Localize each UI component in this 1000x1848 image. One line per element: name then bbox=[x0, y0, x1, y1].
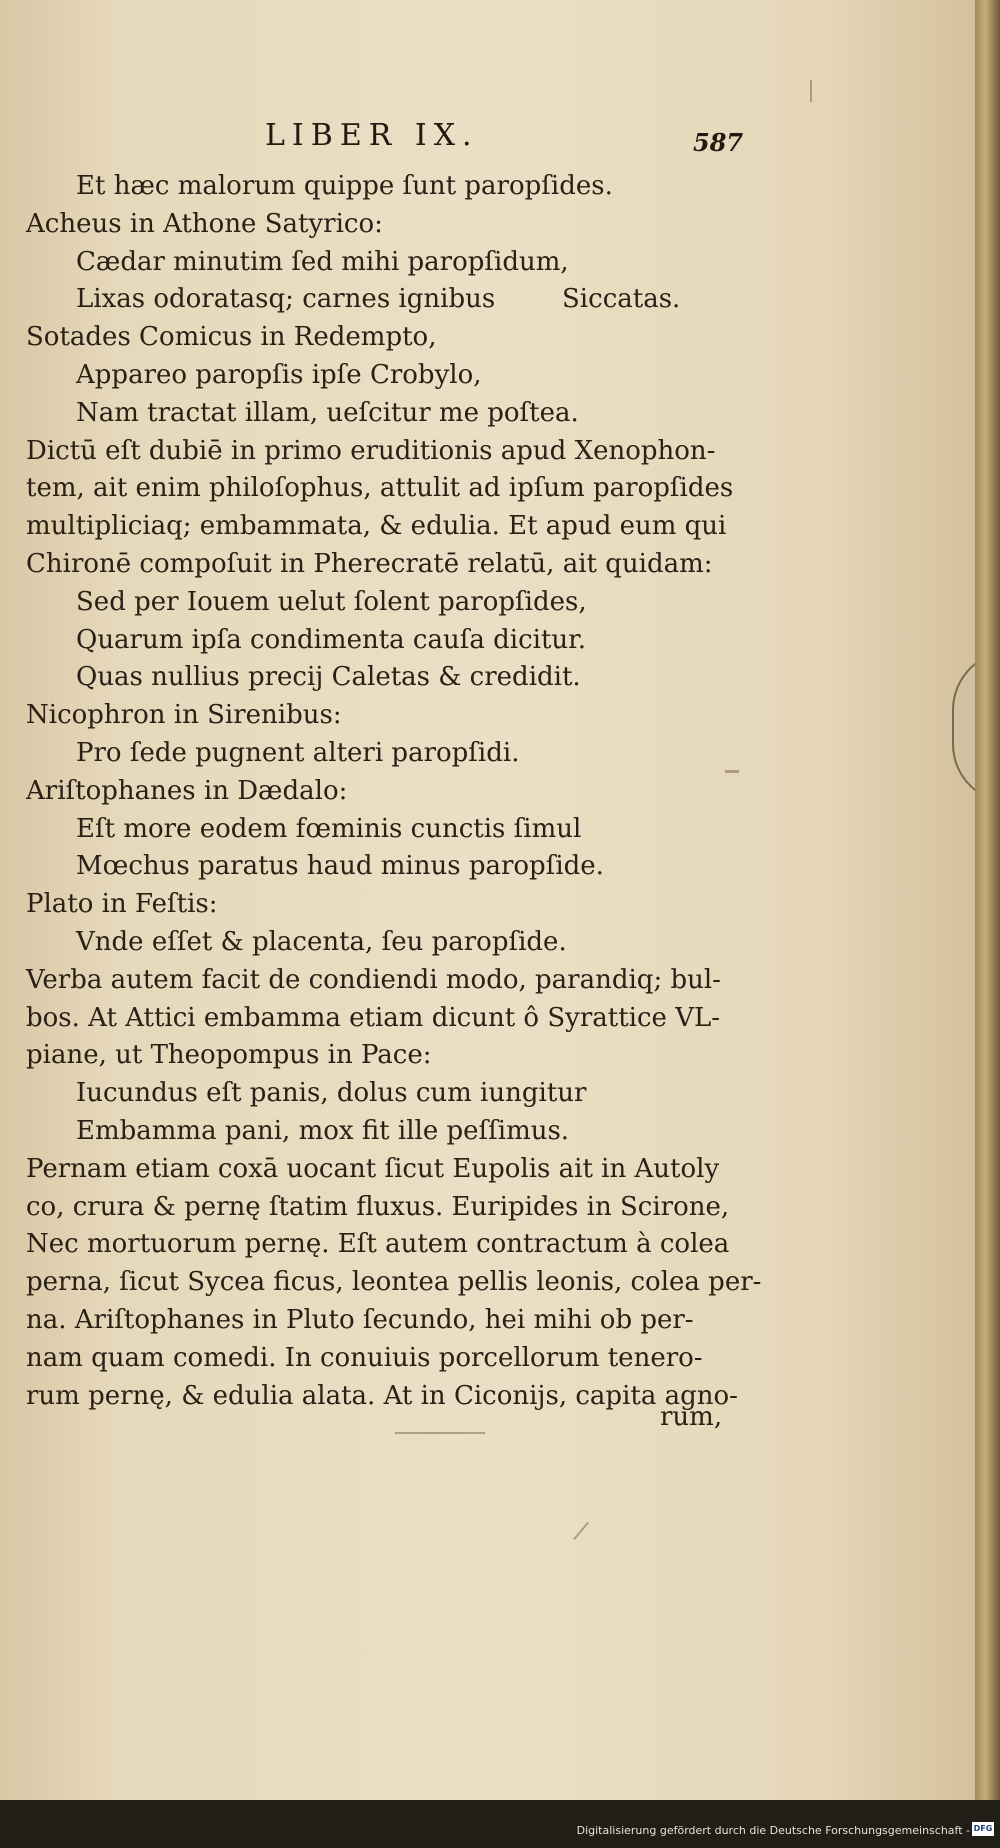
text-line-content: Sed per Iouem uelut ſolent paropſides, bbox=[76, 586, 587, 617]
text-line bbox=[26, 244, 746, 282]
text-line bbox=[26, 357, 746, 395]
text-line-content: multipliciaq; embammata, & edulia. Et apud eum qui bbox=[26, 511, 727, 542]
text-line-content: Acheus in Athone Satyrico: bbox=[26, 208, 383, 239]
catchword: rum, bbox=[660, 1402, 723, 1432]
text-line bbox=[26, 168, 746, 206]
text-line bbox=[26, 735, 746, 773]
text-line bbox=[26, 433, 746, 471]
text-line bbox=[26, 697, 746, 735]
text-line-content: co, crura & pernę ſtatim fluxus. Euripides in Scirone, bbox=[26, 1191, 730, 1222]
text-line bbox=[26, 546, 746, 584]
text-line-content: rum pernę, & edulia alata. At in Ciconijs, capita agno- bbox=[26, 1380, 738, 1411]
text-line-content: Pernam etiam coxā uocant ſicut Eupolis ait in Autoly bbox=[26, 1153, 720, 1184]
text-line bbox=[26, 1378, 746, 1416]
text-line-content: Mœchus paratus haud minus paropſide. bbox=[76, 851, 604, 882]
text-line bbox=[26, 1000, 746, 1038]
text-line bbox=[26, 1075, 746, 1113]
text-line bbox=[26, 1037, 746, 1075]
text-line bbox=[26, 1113, 746, 1151]
text-line-content: Vnde eſſet & placenta, ſeu paropſide. bbox=[76, 926, 567, 957]
text-line bbox=[26, 1151, 746, 1189]
text-line-content: Et hæc malorum quippe ſunt paropſides. bbox=[76, 171, 613, 201]
text-line bbox=[26, 1189, 746, 1227]
attribution-text: Digitalisierung gefördert durch die Deutsche Forschungsgemeinschaft - bbox=[576, 1824, 970, 1837]
text-line-content: Chironē compoſuit in Pherecratē relatū, ait quidam: bbox=[26, 548, 713, 579]
text-line bbox=[26, 811, 746, 849]
text-line bbox=[26, 962, 746, 1000]
text-line-content: Eſt more eodem fœminis cunctis ſimul bbox=[76, 813, 582, 844]
text-line-content: Nam tractat illam, ueſcitur me poſtea. bbox=[76, 397, 579, 428]
text-line-content: na. Ariſtophanes in Pluto ſecundo, hei mihi ob per- bbox=[26, 1304, 694, 1335]
dfg-logo: DFG bbox=[972, 1822, 994, 1836]
text-line-content: Plato in Feſtis: bbox=[26, 889, 218, 920]
text-line bbox=[26, 848, 746, 886]
book-edge bbox=[975, 0, 1000, 1800]
scan-smudge bbox=[725, 770, 739, 773]
text-line bbox=[26, 886, 746, 924]
running-head bbox=[0, 118, 975, 168]
text-line bbox=[26, 1340, 746, 1378]
text-line bbox=[26, 924, 746, 962]
text-line bbox=[26, 508, 746, 546]
text-line-content: Verba autem facit de condiendi modo, parandiq; bul- bbox=[26, 964, 721, 995]
scan-smudge bbox=[573, 1522, 589, 1540]
text-line-content: Cædar minutim ſed mihi paropſidum, bbox=[76, 246, 569, 277]
text-line bbox=[26, 584, 746, 622]
text-line bbox=[26, 281, 746, 319]
text-line-content: Dictū eſt dubiē in primo eruditionis apud Xenophon- bbox=[26, 435, 716, 466]
text-line-content: perna, ſicut Sycea ficus, leontea pellis leonis, colea per- bbox=[26, 1267, 762, 1298]
scan-smudge bbox=[810, 80, 812, 102]
text-line bbox=[26, 1302, 746, 1340]
text-line-content: Embamma pani, mox fit ille peſſimus. bbox=[76, 1115, 570, 1146]
text-line-content: Appareo paropſis ipſe Crobylo, bbox=[76, 359, 482, 390]
text-line-content: Nec mortuorum pernę. Eſt autem contractum à colea bbox=[26, 1229, 730, 1260]
text-line-content: Nicophron in Sirenibus: bbox=[26, 700, 342, 731]
text-line bbox=[26, 622, 746, 660]
text-line-content: Lixas odoratasq; carnes ignibus bbox=[76, 284, 496, 315]
text-line bbox=[26, 659, 746, 697]
text-line-content: Sotades Comicus in Redempto, bbox=[26, 322, 437, 353]
text-line-content: Ariſtophanes in Dædalo: bbox=[26, 775, 348, 806]
scan-smudge bbox=[395, 1432, 485, 1434]
text-line-content: tem, ait enim philoſophus, attulit ad ipſum paropſides bbox=[26, 473, 734, 504]
text-line-content: Pro ſede pugnent alteri paropſidi. bbox=[76, 737, 520, 768]
text-line bbox=[26, 773, 746, 811]
text-line bbox=[26, 1264, 762, 1302]
page-number: 587 bbox=[693, 128, 744, 157]
text-line bbox=[26, 470, 746, 508]
text-line-tail: Siccatas. bbox=[562, 284, 681, 315]
text-line-content: Iucundus eſt panis, dolus cum iungitur bbox=[76, 1078, 587, 1109]
header-title: LIBER IX. bbox=[265, 118, 479, 153]
text-line bbox=[26, 319, 746, 357]
body-text bbox=[26, 168, 762, 1415]
text-line-content: piane, ut Theopompus in Pace: bbox=[26, 1040, 432, 1071]
text-line-content: Quarum ipſa condimenta cauſa dicitur. bbox=[76, 624, 586, 655]
text-line bbox=[26, 206, 746, 244]
text-line bbox=[26, 395, 746, 433]
text-line-content: nam quam comedi. In conuiuis porcellorum tenero- bbox=[26, 1342, 703, 1373]
text-line bbox=[26, 1226, 746, 1264]
text-line-content: bos. At Attici embamma etiam dicunt ô Syrattice VL- bbox=[26, 1002, 721, 1033]
text-line-content: Quas nullius precij Caletas & credidit. bbox=[76, 662, 581, 693]
